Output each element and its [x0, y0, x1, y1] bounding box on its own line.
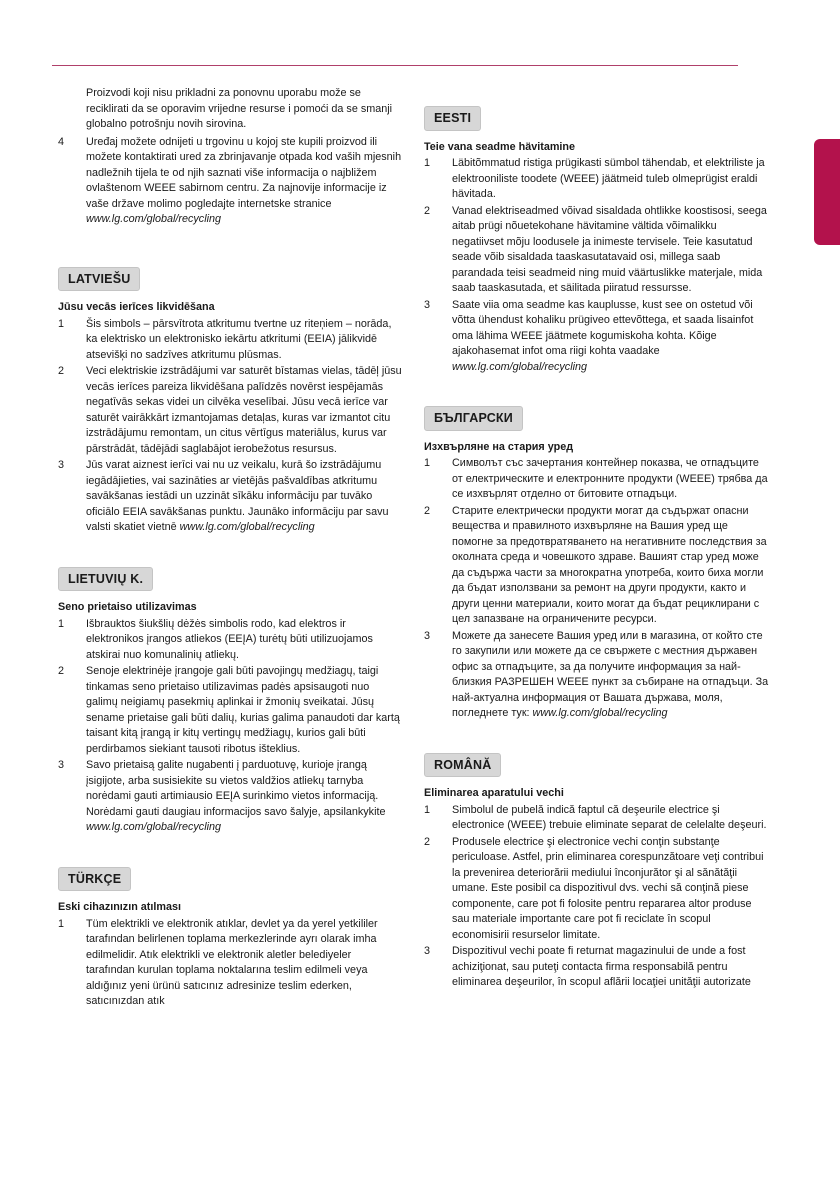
section-eesti: [424, 106, 770, 375]
list-item: [58, 135, 402, 228]
item-text: Veci elektriskie izstrādājumi var saturēt bīstamas vielas, tādēļ jūsu vecās ierīces pareiza likvidēšana palīdzēs novērst iespējamās negatīvās sekas videi un cilvēka veselībai. Jūsu vecā ierīce var saturēt vairākkārt izmantojamas detaļas, kuras var izmantot citu izstrādājumu remontam, un citus vērtīgus materiālus, kurus var pārstrādāt, tādējādi saglabājot ierobežotus resursus.: [86, 365, 402, 455]
item-text: Dispozitivul vechi poate fi returnat magazinului de unde a fost achiziţionat, sau puteţi contacta firma responsabilă pentru eliminarea deşeurilor, în scopul aflării locaţiei unităţii autorizate: [452, 945, 751, 988]
item-text: Läbitõmmatud ristiga prügikasti sümbol tähendab, et elektriliste ja elektrooniliste toodete (WEEE) jäätmeid tuleb olmeprügist eraldi hävitada.: [452, 157, 765, 200]
item-text: Uređaj možete odnijeti u trgovinu u kojoj ste kupili proizvod ili možete kontaktirati ured za zbrinjavanje otpada kod vaših mjesnih nadležnih tijela te od njih saznati više informacija o najbližem ovlaštenom WEEE sabirnom centru. Za najnovije informacije iz vaše države molimo pogledajte internetske stranice: [86, 135, 402, 210]
recycling-link[interactable]: www.lg.com/global/recycling: [86, 213, 222, 225]
list-item: [424, 204, 770, 297]
language-badge: ROMÂNĂ: [424, 753, 501, 778]
item-text: Išbrauktos šiukšlių dėžės simbolis rodo, kad elektros ir elektronikos įrangos atliekos (EEĮA) turėtų būti utilizuojamos atskirai nuo komunalinių atliekų.: [86, 617, 373, 661]
section-turkce: [58, 867, 402, 1010]
item-text: Символът със зачертания контейнер показва, че отпадъците от електрическите и електронните продукти (WEEE) трябва да се изхвърлят отделно от битовите отпадъци.: [452, 457, 768, 500]
item-text: Jūs varat aiznest ierīci vai nu uz veikalu, kurā šo izstrādājumu iegādājieties, vai sazināties ar vietējās pašvaldības atkritumu savākšanas iestādi un uzzināt sīkāku informāciju par tuvāko oficiālo EEIA savākšanas punktu. Jaunāko informāciju par savu valsti skatiet vietnē: [86, 459, 389, 533]
item-number: 3: [424, 298, 431, 311]
item-number: 2: [424, 835, 431, 848]
recycling-link[interactable]: www.lg.com/global/recycling: [86, 821, 222, 833]
list-item: [58, 458, 402, 536]
item-text: Savo prietaisą galite nugabenti į parduotuvę, kurioje įrangą įsigijote, arba susisiekite su vietos valdžios atliekų tarnyba norėdami gauti artimiausio EEĮA surinkimo vietos informaciją. Norėdami gauti daugiau informacijos savo šalyje, apsilankykite: [86, 759, 386, 818]
item-number: 2: [424, 504, 431, 517]
left-column: [58, 86, 402, 1011]
section-romana: [424, 753, 770, 991]
section-title: Eliminarea aparatului vechi: [424, 787, 564, 799]
item-number: 1: [424, 457, 431, 469]
language-badge: EESTI: [424, 106, 481, 131]
list-item: [58, 364, 402, 457]
item-text: Tüm elektrikli ve elektronik atıklar, devlet ya da yerel yetkililer tarafından belirlenen toplama merkezlerinde ayrı olarak imha edilmelidir. Atık elektrikli ve elektronik aletler belediyeler tarafından kurulan toplama noktalarına teslim edilmeli veya aldığınız yeni ürünü satıcınız adresinize teslim ederken, satıcınızdan atık: [86, 917, 378, 1007]
language-badge: LATVIEŠU: [58, 267, 140, 292]
section-title: Eski cihazınızın atılması: [58, 901, 182, 913]
language-badge: БЪЛГАРСКИ: [424, 406, 523, 431]
recycling-link[interactable]: www.lg.com/global/recycling: [179, 521, 315, 533]
list-item: [424, 944, 770, 991]
recycling-link[interactable]: www.lg.com/global/recycling: [532, 707, 668, 719]
item-text: Senoje elektrinėje įrangoje gali būti pavojingų medžiagų, taigi tinkamas seno prietaiso utilizavimas padės apsisaugoti nuo galimų neigiamų pasekmių aplinkai ir žmonių sveikatai. Jūsų sename prietaise gali būti dalių, kurias galima panaudoti dar kartą taisant kitą įrangą ir kitų vertingų medžiagų, kurios gali būti perdirbamos siekiant tausoti ribotus išteklius.: [86, 665, 400, 755]
continuation-text: Proizvodi koji nisu prikladni za ponovnu uporabu može se reciklirati da se oporavim vrijedne resurse i pomoći da se smanji globalno potrošnju novih sirovina.: [86, 87, 393, 130]
item-number: 1: [58, 917, 65, 930]
list-item: [58, 617, 402, 664]
item-number: 4: [58, 135, 65, 148]
item-number: 2: [58, 365, 65, 377]
section-bulgarski: [424, 406, 770, 722]
list-item: [424, 835, 770, 944]
list-item: [58, 758, 402, 836]
list-item: [424, 298, 770, 376]
item-number: 1: [58, 617, 65, 630]
header-rule: [52, 65, 738, 66]
item-text: Saate viia oma seadme kas kauplusse, kust see on ostetud või võtta ühendust kohaliku prügiveo ettevõttega, et saada lisainfot oma lähima WEEE jäätmete kogumiskoha kohta. Kõige ajakohasemat infot oma riigi kohta vaadake: [452, 298, 754, 357]
item-number: 3: [58, 759, 65, 771]
section-title: Изхвърляне на стария уред: [424, 440, 574, 453]
item-number: 2: [58, 665, 65, 677]
recycling-link[interactable]: www.lg.com/global/recycling: [452, 360, 588, 373]
list-item: [424, 504, 770, 628]
language-badge: TÜRKÇE: [58, 867, 131, 892]
section-side-tab: [814, 139, 840, 245]
list-item: [58, 917, 402, 1010]
item-number: 1: [424, 157, 431, 169]
list-item: [58, 317, 402, 364]
item-text: Šis simbols – pārsvītrota atkritumu tvertne uz riteņiem – norāda, ka elektrisko un elektronisko iekārtu atkritumi (EEIA) jālikvidē atsevišķi no sadzīves atkritumu plūsmas.: [86, 317, 392, 361]
section-latviesu: [58, 267, 402, 536]
item-text: Produsele electrice şi electronice vechi conţin substanţe periculoase. Astfel, prin eliminarea corespunzătoare veţi contribui la prevenirea deteriorării mediului înconjurător şi al sănătăţii umane. Este posibil ca dispozitivul dvs. vechi să conţină piese componente, care pot fi folosite pentru repararea altor produse sau materiale importante care pot fi reciclate în scopul economisirii resurselor limitate.: [452, 835, 764, 941]
right-column: [424, 106, 770, 992]
item-text: Можете да занесете Вашия уред или в магазина, от който сте го закупили или можете да се свържете с местния държавен офис за отпадъците, за да получите информация за най-близкия РАЗРЕШЕН WEEE пункт за събиране на отпадъци. За най-актуална информация от Вашата държава, моля, погледнете тук:: [452, 629, 769, 719]
item-number: 3: [424, 945, 431, 957]
list-item: [424, 629, 770, 722]
item-number: 2: [424, 204, 431, 217]
list-item: [424, 156, 770, 203]
item-text: Simbolul de pubelă indică faptul că deşeurile electrice şi electronice (WEEE) trebuie eliminate separat de celelalte deşeuri.: [452, 803, 767, 831]
list-item: [424, 456, 770, 503]
section-title: Seno prietaiso utilizavimas: [58, 601, 197, 613]
section-title: Jūsu vecās ierīces likvidēšana: [58, 301, 215, 313]
section-title: Teie vana seadme hävitamine: [424, 140, 576, 153]
item-number: 1: [58, 317, 65, 330]
item-text: Старите електрически продукти могат да съдържат опасни вещества и правилното изхвърляне на Вашия уред ще помогне за предотвратяването на негативните последствия за околната среда и човешкото здраве. Вашият стар уред може да съдържа части за многократна употреба, които биха могли да бъдат използвани за ремонт на други продукти, както и други ценни материали, които могат да бъдат рециклирани с цел запазване на ограничените ресурси.: [452, 504, 767, 625]
item-number: 3: [58, 459, 65, 471]
list-item: [424, 803, 770, 834]
language-badge: LIETUVIŲ K.: [58, 567, 153, 592]
item-number: 1: [424, 803, 431, 816]
item-text: Vanad elektriseadmed võivad sisaldada ohtlikke koostisosi, seega aitab prügi nõuetekohane hävitamine vältida võimalikku negatiivset mõju loodusele ja inimeste tervisele. Teie kasutatud seade võib sisaldada taaskasutatavaid osi, millega saab parandada teisi seadmeid ning muid väärtuslikke materjale, mida saab taaskasutada, et säilitada piiratud ressursse.: [452, 204, 767, 294]
list-item: [58, 664, 402, 757]
section-lietuviu: [58, 567, 402, 836]
item-number: 3: [424, 629, 431, 642]
